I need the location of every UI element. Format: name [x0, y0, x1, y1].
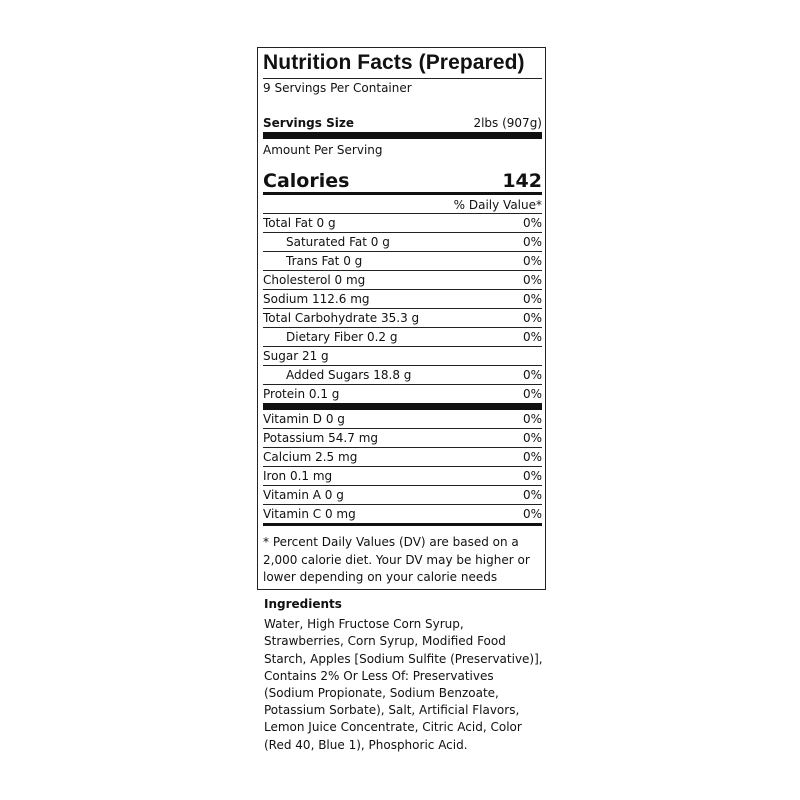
serving-size-label: Servings Size: [263, 116, 354, 130]
divider-thick: [263, 403, 542, 410]
nutrient-name: Cholesterol 0 mg: [263, 273, 366, 287]
nutrient-dv: 0%: [522, 273, 542, 287]
nutrient-row: [263, 385, 542, 403]
vitamin-row: [263, 505, 542, 523]
vitamin-name: Vitamin D 0 g: [263, 412, 345, 426]
nutrient-dv: 0%: [522, 235, 542, 249]
ingredients-text: Water, High Fructose Corn Syrup, Strawberries, Corn Syrup, Modified Food Starch, Apples [Sodium Sulfite (Preservative)], Contains 2% Or Less Of: Preservatives (Sodium Propionate, Sodium Benzoate, Potassium Sorbate), Salt, Artificial Flavors, Lemon Juice Concentrate, Citric Acid, Color (Red 40, Blue 1), Phosphoric Acid.: [264, 617, 543, 752]
serving-size-value: 2lbs (907g): [473, 116, 542, 130]
ingredients-section: [264, 596, 544, 754]
nutrient-name: Sugar 21 g: [263, 349, 329, 363]
daily-value-header: % Daily Value*: [453, 198, 542, 212]
nutrient-row: [263, 347, 542, 365]
nutrient-name: Saturated Fat 0 g: [286, 235, 390, 249]
vitamin-name: Calcium 2.5 mg: [263, 450, 358, 464]
vitamin-dv: 0%: [522, 412, 542, 426]
nutrient-row: [263, 252, 542, 270]
nutrient-name: Added Sugars 18.8 g: [286, 368, 412, 382]
daily-value-footnote: * Percent Daily Values (DV) are based on a 2,000 calorie diet. Your DV may be higher or lower depending on your calorie needs: [263, 535, 530, 584]
nutrient-row: [263, 328, 542, 346]
nutrient-row: [263, 233, 542, 251]
vitamin-name: Vitamin C 0 mg: [263, 507, 356, 521]
nutrient-row: [263, 309, 542, 327]
vitamin-row: [263, 410, 542, 428]
vitamin-row: [263, 429, 542, 447]
nutrient-row: [263, 214, 542, 232]
nutrient-row: [263, 290, 542, 308]
vitamin-name: Vitamin A 0 g: [263, 488, 344, 502]
nutrient-name: Protein 0.1 g: [263, 387, 340, 401]
nutrient-dv: 0%: [522, 311, 542, 325]
ingredients-heading: Ingredients: [264, 597, 342, 611]
vitamin-name: Potassium 54.7 mg: [263, 431, 378, 445]
vitamin-row: [263, 467, 542, 485]
vitamin-dv: 0%: [522, 450, 542, 464]
serving-size-row: [263, 114, 542, 132]
nutrient-dv: 0%: [522, 368, 542, 382]
nutrient-dv: 0%: [522, 216, 542, 230]
nutrient-name: Total Carbohydrate 35.3 g: [263, 311, 420, 325]
nutrient-row: [263, 271, 542, 289]
nutrient-name: Dietary Fiber 0.2 g: [286, 330, 398, 344]
nutrient-name: Sodium 112.6 mg: [263, 292, 370, 306]
vitamin-name: Iron 0.1 mg: [263, 469, 333, 483]
vitamin-dv: 0%: [522, 488, 542, 502]
nutrition-facts-label: [257, 47, 546, 590]
vitamin-dv: 0%: [522, 431, 542, 445]
calories-label: Calories: [263, 170, 350, 192]
vitamin-row: [263, 448, 542, 466]
nutrient-row: [263, 366, 542, 384]
vitamin-dv: 0%: [522, 469, 542, 483]
calories-row: [263, 164, 542, 192]
vitamin-dv: 0%: [522, 507, 542, 521]
nutrient-dv: 0%: [522, 387, 542, 401]
servings-per-container: 9 Servings Per Container: [263, 81, 412, 95]
nutrient-dv: 0%: [522, 254, 542, 268]
calories-value: 142: [502, 170, 542, 192]
nutrient-dv: 0%: [522, 330, 542, 344]
divider-thick: [263, 132, 542, 139]
amount-per-serving: Amount Per Serving: [263, 143, 383, 157]
vitamin-row: [263, 486, 542, 504]
label-title: Nutrition Facts (Prepared): [263, 51, 525, 74]
nutrient-name: Trans Fat 0 g: [286, 254, 363, 268]
nutrient-name: Total Fat 0 g: [263, 216, 336, 230]
nutrient-dv: 0%: [522, 292, 542, 306]
